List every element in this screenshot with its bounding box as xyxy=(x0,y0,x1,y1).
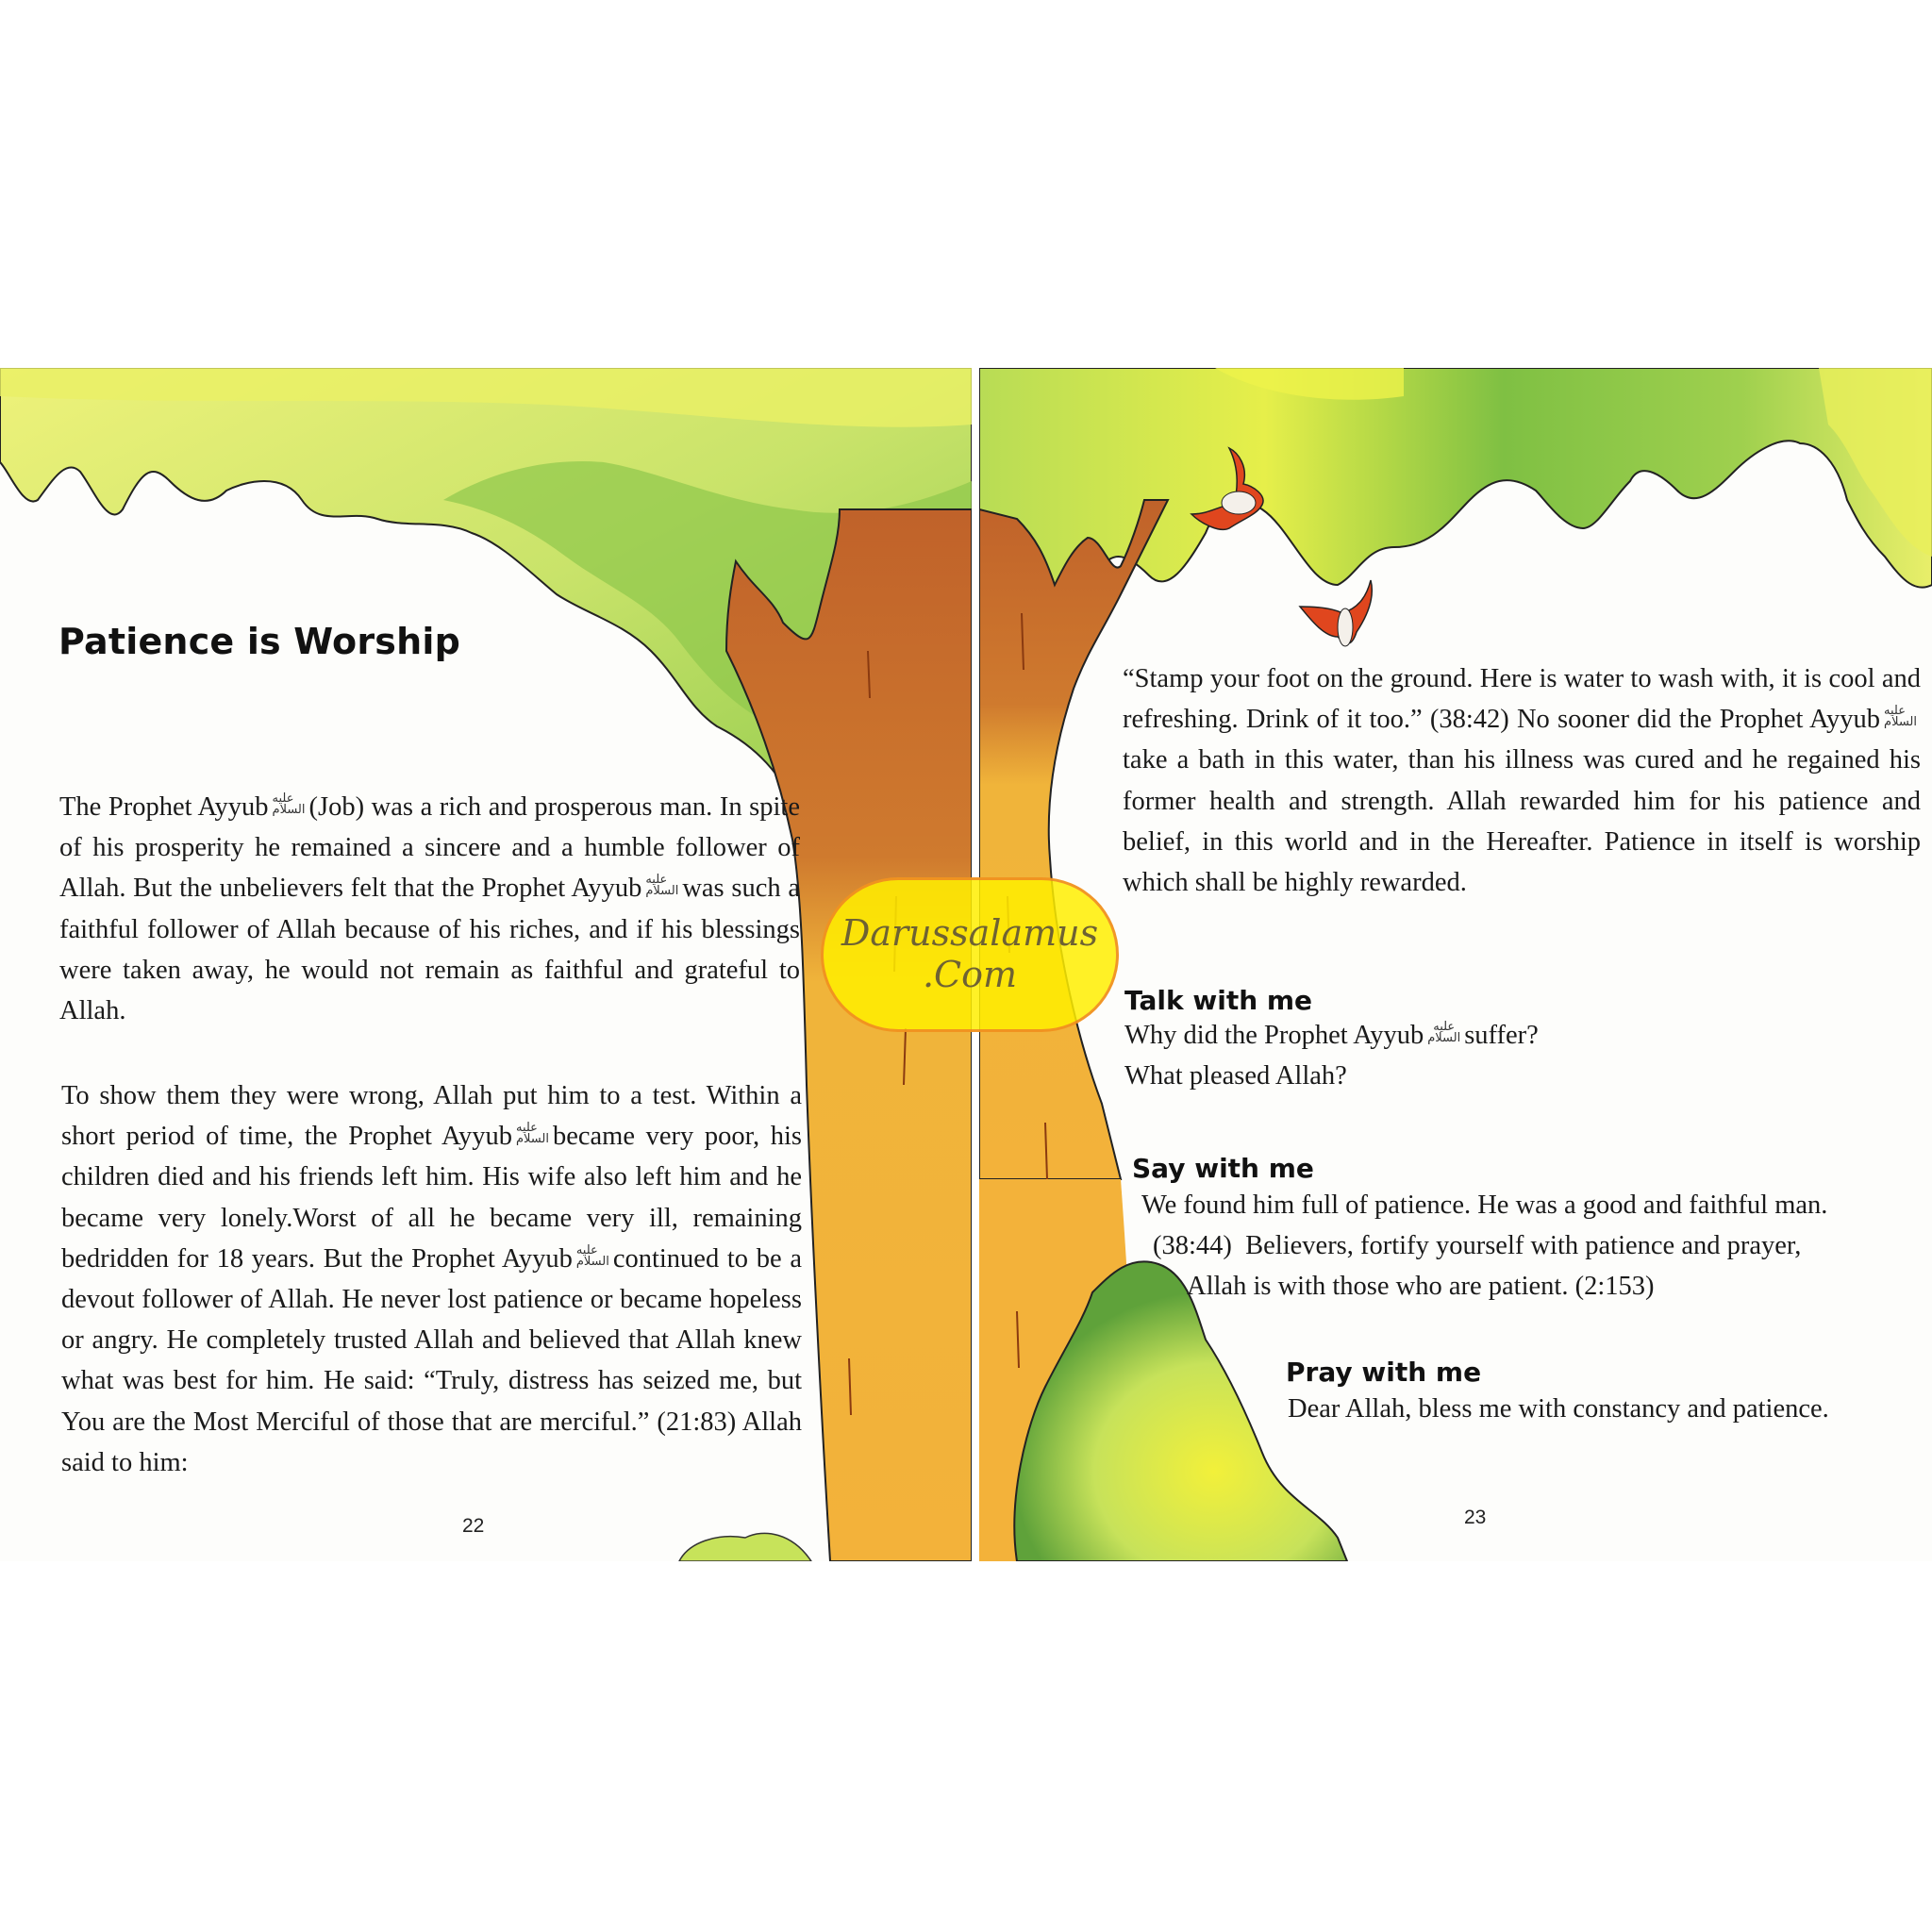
paragraph-text: The Prophet Ayyub xyxy=(59,792,269,822)
heading-talk-with-me: Talk with me xyxy=(1124,985,1313,1016)
canopy-right xyxy=(979,368,1932,594)
paragraph-text: To show them they were wrong, Allah put him to a test. Within a short period of time, the Prophet Ayyub xyxy=(61,1081,802,1152)
paragraph-text: “Stamp your foot on the ground. Here is water to wash with, it is cool and refreshing. Drink of it too.” (38:42) No sooner did the Prophet Ayyub xyxy=(1123,664,1921,735)
say-line-1: We found him full of patience. He was a good and faithful man. xyxy=(1141,1191,1828,1220)
question-2: What pleased Allah? xyxy=(1124,1061,1347,1091)
honorific-glyph: عليه السلام xyxy=(272,791,306,817)
page-title: Patience is Worship xyxy=(58,621,460,662)
watermark-text: Darussalamus xyxy=(841,912,1099,954)
honorific-glyph: عليه السلام xyxy=(1884,704,1917,730)
paragraph-intro xyxy=(59,787,800,1031)
paragraph-text: became very poor, his children died and his friends left him. His wife also left him and he became very lonely.Worst of all he became very ill, remaining bedridden for 18 years. But the Prophet Ayyub xyxy=(61,1122,802,1274)
honorific-glyph: عليه السلام xyxy=(515,1121,549,1147)
heading-pray-with-me: Pray with me xyxy=(1286,1357,1482,1388)
bush-bottom-left xyxy=(679,1533,811,1561)
say-line-2: (38:44) Believers, fortify yourself with patience and prayer, xyxy=(1153,1231,1802,1260)
page-right xyxy=(979,368,1932,1561)
pray-line-1: Dear Allah, bless me with constancy and patience. xyxy=(1288,1394,1829,1424)
say-line-3: Allah is with those who are patient. (2:153) xyxy=(1187,1272,1655,1301)
page-number-right: 23 xyxy=(1464,1507,1487,1528)
question-1: Why did the Prophet Ayyub عليه السلام suffer? xyxy=(1124,1020,1539,1050)
paragraph-test xyxy=(61,1075,802,1483)
book-spread xyxy=(0,368,1932,1561)
paragraph-text: (Job) was a rich and prosperous man. In spite of his prosperity he remained a sincere and a humble follower of Allah. But the unbelievers felt that the Prophet Ayyub xyxy=(59,792,800,904)
bird-icon xyxy=(1300,580,1372,646)
paragraph-text: was such a faithful follower of Allah because of his riches, and if his blessings were taken away, he would not remain as faithful and grateful to Allah. xyxy=(59,874,801,1026)
honorific-glyph: عليه السلام xyxy=(575,1242,609,1269)
paragraph-cure xyxy=(1123,658,1921,903)
honorific-glyph: عليه السلام xyxy=(645,873,679,899)
page-number-left: 22 xyxy=(462,1515,485,1537)
watermark-badge xyxy=(821,877,1119,1032)
honorific-glyph: عليه السلام xyxy=(1427,1020,1461,1045)
watermark-text: .Com xyxy=(922,954,1018,995)
heading-say-with-me: Say with me xyxy=(1132,1153,1314,1184)
paragraph-text: take a bath in this water, than his illness was cured and he regained his former health and strength. Allah rewarded him for his patience and belief, in this world and in the Hereafter. Patience in itself is worship which shall be highly rewarded. xyxy=(1123,745,1921,898)
paragraph-text: continued to be a devout follower of Allah. He never lost patience or became hopeless or angry. He completely trusted Allah and believed that Allah knew what was best for him. He said: “Truly, distress has seized me, but You are the Most Merciful of those that are merciful.” (21:83) Allah said to him: xyxy=(61,1243,802,1477)
